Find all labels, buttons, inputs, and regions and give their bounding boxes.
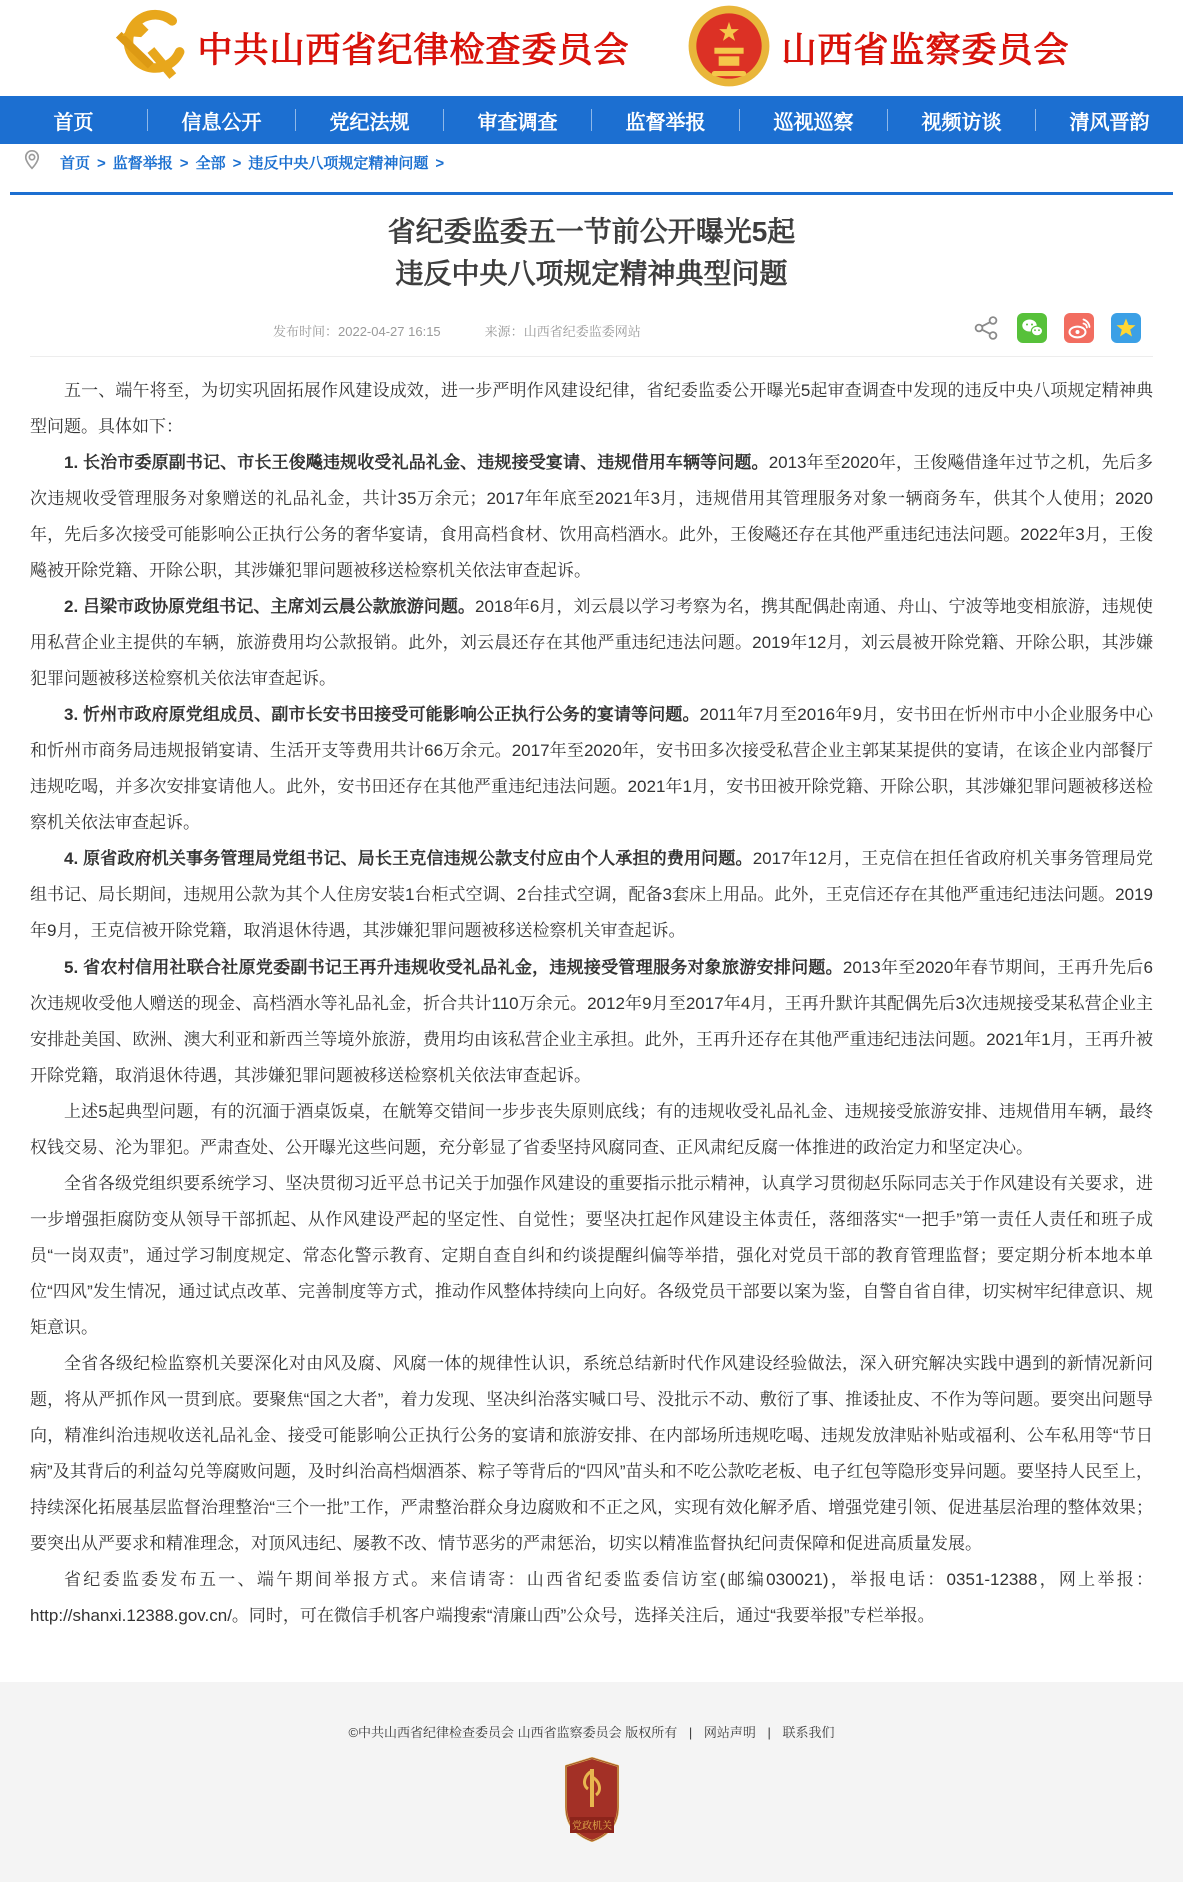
footer-link-contact-us[interactable]: 联系我们 xyxy=(782,1725,835,1741)
article-paragraph xyxy=(30,445,1153,589)
cdi-org-title: 中共山西省纪律检查委员会 xyxy=(197,31,630,70)
paragraph-lead: 3. 忻州市政府原党组成员、副市长安书田接受可能影响公正执行公务的宴请等问题。 xyxy=(64,705,700,725)
page-title-line2: 违反中央八项规定精神典型问题 xyxy=(395,258,788,289)
paragraph-lead: 5. 省农村信用社联合社原党委副书记王再升违规收受礼品礼金，违规接受管理服务对象旅游安排问题。 xyxy=(64,957,843,977)
cdi-logo-group[interactable] xyxy=(113,5,629,92)
paragraph-text: 五一、端午将至，为切实巩固拓展作风建设成效，进一步严明作风建设纪律，省纪委监委公开曝光5起审查调查中发现的违反中央八项规定精神典型问题。具体如下： xyxy=(30,381,1153,437)
page-title xyxy=(30,211,1153,295)
badge-label: 党政机关 xyxy=(571,1821,612,1833)
article-paragraph xyxy=(30,373,1153,445)
breadcrumb-supervision[interactable]: 监督举报 xyxy=(112,154,173,172)
location-pin-icon xyxy=(22,149,42,176)
nav-item-party-regulations[interactable]: 党纪法规 xyxy=(329,111,410,134)
article-paragraph xyxy=(30,1166,1153,1346)
nav-item-investigation[interactable]: 审查调查 xyxy=(477,111,558,134)
article-body xyxy=(30,357,1153,1664)
breadcrumb-category[interactable]: 违反中央八项规定精神问题 xyxy=(248,154,429,172)
weibo-share-icon[interactable] xyxy=(1064,313,1094,343)
article-paragraph xyxy=(30,1562,1153,1634)
article-paragraph xyxy=(30,1346,1153,1562)
nav-item-supervision-report[interactable]: 监督举报 xyxy=(625,111,706,134)
paragraph-lead: 4. 原省政府机关事务管理局党组书记、局长王克信违规公款支付应由个人承担的费用问题。 xyxy=(64,849,753,869)
paragraph-text: 2017年12月，王克信在担任省政府机关事务管理局党组书记、局长期间，违规用公款为其个人住房安装1台柜式空调、2台挂式空调，配备3套床上用品。此外，王克信还存在其他严重违纪违法问题。2019年9月，王克信被开除党籍，取消退休待遇，其涉嫌犯罪问题被移送检察机关审查起诉。 xyxy=(30,849,1153,941)
paragraph-text: 上述5起典型问题，有的沉湎于酒桌饭桌，在觥筹交错间一步步丧失原则底线；有的违规收受礼品礼金、违规接受旅游安排、违规借用车辆，最终权钱交易、沦为罪犯。严肃查处、公开曝光这些问题，充分彰显了省委坚持风腐同查、正风肃纪反腐一体推进的政治定力和坚定决心。 xyxy=(30,1101,1153,1157)
nav-item-info-disclosure[interactable]: 信息公开 xyxy=(181,111,262,134)
paragraph-lead: 1. 长治市委原副书记、市长王俊飚违规收受礼品礼金、违规接受宴请、违规借用车辆等问题。 xyxy=(64,453,769,473)
breadcrumb-all[interactable]: 全部 xyxy=(195,154,226,172)
article-paragraph xyxy=(30,950,1153,1094)
paragraph-text: 省纪委监委发布五一、端午期间举报方式。来信请寄：山西省纪委监委信访室(邮编030021)，举报电话：0351-12388，网上举报：http://shanxi.12388.gov.cn/。同时，可在微信手机客户端搜索“清廉山西”公众号，选择关注后，通过“我要举报”专栏举报。 xyxy=(30,1570,1153,1626)
page-title-line1: 省纪委监委五一节前公开曝光5起 xyxy=(387,216,796,247)
paragraph-text: 全省各级党组织要系统学习、坚决贯彻习近平总书记关于加强作风建设的重要指示批示精神，认真学习贯彻赵乐际同志关于作风建设有关要求，进一步增强拒腐防变从领导干部抓起、从作风建设严起的坚定性、自觉性；要坚决扛起作风建设主体责任，落细落实“一把手”第一责任人责任和班子成员“一岗双责”，通过学习制度规定、常态化警示教育、定期自查自纠和约谈提醒纠偏等举措，强化对党员干部的教育管理监督；要定期分析本地本单位“四风”发生情况，通过试点改革、完善制度等方式，推动作风整体持续向上向好。各级党员干部要以案为鉴，自警自省自律，切实树牢纪律意识、规矩意识。 xyxy=(30,1173,1153,1337)
breadcrumb-separator: > xyxy=(97,154,106,172)
article-paragraph xyxy=(30,1094,1153,1166)
paragraph-text: 2018年6月，刘云晨以学习考察为名，携其配偶赴南通、舟山、宁波等地变相旅游，违规使用私营企业主提供的车辆，旅游费用均公款报销。此外，刘云晨还存在其他严重违纪违法问题。2019年12月，刘云晨被开除党籍、开除公职，其涉嫌犯罪问题被移送检察机关依法审查起诉。 xyxy=(30,597,1153,689)
party-emblem-icon xyxy=(113,5,187,92)
paragraph-text: 全省各级纪检监察机关要深化对由风及腐、风腐一体的规律性认识，系统总结新时代作风建设经验做法，深入研究解决实践中遇到的新情况新问题，将从严抓作风一贯到底。要聚焦“国之大者”，着力发现、坚决纠治落实喊口号、没批示不动、敷衍了事、推诿扯皮、不作为等问题。要突出问题导向，精准纠治违规收送礼品礼金、接受可能影响公正执行公务的宴请和旅游安排、在内部场所违规吃喝、违规发放津贴补贴或福利、公车私用等“节日病”及其背后的利益勾兑等腐败问题，及时纠治高档烟酒茶、粽子等背后的“四风”苗头和不吃公款吃老板、电子红包等隐形变异问题。要坚持人民至上，持续深化拓展基层监督治理整治“三个一批”工作，严肃整治群众身边腐败和不正之风，实现有效化解矛盾、增强党建引领、促进基层治理的整体效果；要突出从严要求和精准理念，对顶风违纪、屡教不改、情节恶劣的严肃惩治，切实以精准监督执纪问责保障和促进高质量发展。 xyxy=(30,1353,1153,1553)
footer-divider: | xyxy=(688,1725,693,1741)
nav-item-inspection[interactable]: 巡视巡察 xyxy=(773,111,854,134)
footer-copyright: ©中共山西省纪律检查委员会 山西省监察委员会 版权所有 xyxy=(348,1725,678,1741)
nav-item-home[interactable]: 首页 xyxy=(53,111,94,134)
article-paragraph xyxy=(30,841,1153,949)
breadcrumb xyxy=(0,144,1183,180)
breadcrumb-separator: > xyxy=(179,154,189,172)
breadcrumb-separator: > xyxy=(232,154,242,172)
article-card xyxy=(10,192,1173,1664)
paragraph-text: 2013年至2020年春节期间，王再升先后6次违规收受他人赠送的现金、高档酒水等礼品礼金，折合共计110万余元。2012年9月至2017年4月，王再升默许其配偶先后3次违规接受某私营企业主安排赴美国、欧洲、澳大利亚和新西兰等境外旅游，费用均由该私营企业主承担。此外，王再升还存在其他严重违纪违法问题。2021年1月，王再升被开除党籍，取消退休待遇，其涉嫌犯罪问题被移送检察机关依法审查起诉。 xyxy=(30,957,1153,1085)
paragraph-text: 2013年至2020年，王俊飚借逢年过节之机，先后多次违规收受管理服务对象赠送的礼品礼金，共计35万余元；2017年年底至2021年3月，违规借用其管理服务对象一辆商务车，供其个人使用；2020年，先后多次接受可能影响公正执行公务的奢华宴请，食用高档食材、饮用高档酒水。此外，王俊飚还存在其他严重违纪违法问题。2022年3月，王俊飚被开除党籍、开除公职，其涉嫌犯罪问题被移送检察机关依法审查起诉。 xyxy=(30,453,1154,581)
national-emblem-icon xyxy=(686,3,772,94)
wechat-share-icon[interactable] xyxy=(1017,313,1047,343)
paragraph-text: 2011年7月至2016年9月，安书田在忻州市中小企业服务中心和忻州市商务局违规报销宴请、生活开支等费用共计66万余元。2017年至2020年，安书田多次接受私营企业主郭某某提供的宴请，在该企业内部餐厅违规吃喝，并多次安排宴请他人。此外，安书田还存在其他严重违纪违法问题。2021年1月，安书田被开除党籍、开除公职，其涉嫌犯罪问题被移送检察机关依法审查起诉。 xyxy=(30,705,1153,833)
nav-item-video-interview[interactable]: 视频访谈 xyxy=(921,111,1002,134)
site-header xyxy=(0,0,1183,96)
qzone-share-icon[interactable] xyxy=(1111,313,1141,343)
supervisory-org-title: 山西省监察委员会 xyxy=(781,31,1070,70)
article-paragraph xyxy=(30,697,1153,841)
share-nodes-icon[interactable] xyxy=(972,314,1000,342)
breadcrumb-home[interactable]: 首页 xyxy=(60,154,91,172)
article-paragraph xyxy=(30,589,1153,697)
footer-link-site-statement[interactable]: 网站声明 xyxy=(703,1725,756,1741)
main-nav xyxy=(0,96,1183,144)
article-meta-row xyxy=(30,305,1153,357)
publish-time: 发布时间：2022-04-27 16:15 xyxy=(273,324,441,339)
article-source: 来源：山西省纪委监委网站 xyxy=(484,324,641,339)
footer-divider: | xyxy=(767,1725,771,1741)
nav-item-qingfeng-jinyun[interactable]: 清风晋韵 xyxy=(1069,111,1150,134)
site-footer xyxy=(0,1682,1183,1882)
gov-agency-badge-icon[interactable] xyxy=(564,1757,620,1848)
breadcrumb-separator: > xyxy=(435,154,445,172)
paragraph-lead: 2. 吕梁市政协原党组书记、主席刘云晨公款旅游问题。 xyxy=(64,597,475,617)
share-bar xyxy=(972,313,1141,343)
supervisory-logo-group[interactable] xyxy=(686,3,1070,94)
